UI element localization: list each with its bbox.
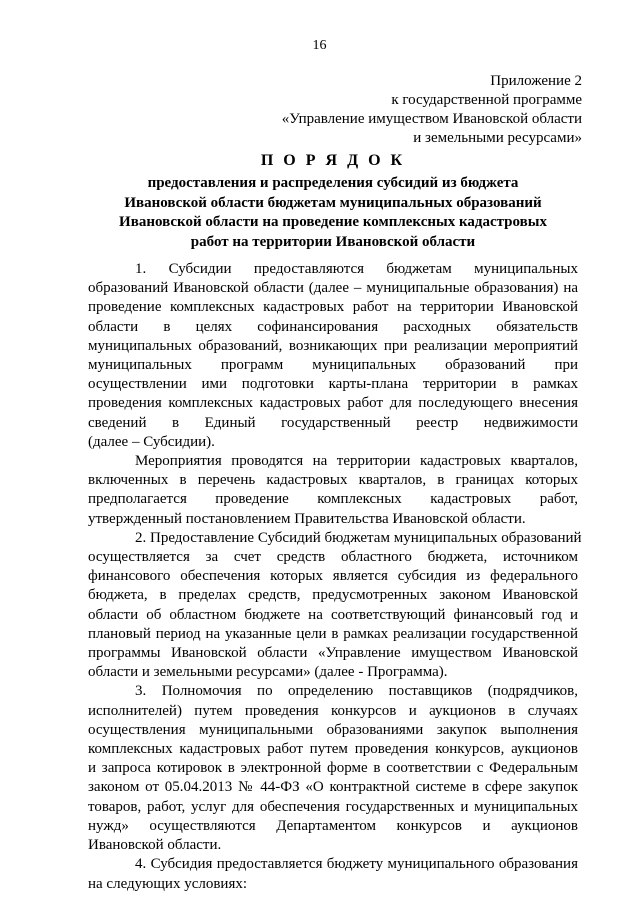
- text-line: образований Ивановской области (далее – муниципальные образования) на: [88, 280, 578, 297]
- text-line: осуществлении ими подготовки карты-плана территории в рамках: [88, 376, 578, 393]
- appendix-line: Приложение 2: [490, 73, 582, 89]
- text-line: сведений в Единый государственный реестр недвижимости: [88, 414, 578, 431]
- text-line: области и земельными ресурсами» (далее - Программа).: [88, 664, 448, 681]
- document-body: [88, 260, 582, 894]
- text-line: нужд» осуществляются Департаментом конкурсов и аукционов: [88, 817, 578, 834]
- text-line: Мероприятия проводятся на территории кадастровых кварталов,: [135, 453, 578, 470]
- text-line: законом от 05.04.2013 № 44-ФЗ «О контрактной системе в сфере закупок: [88, 779, 578, 796]
- paragraph-2: [88, 452, 578, 529]
- appendix-line: к государственной программе: [391, 92, 582, 108]
- text-line: программы Ивановской области «Управление имуществом Ивановской: [88, 645, 578, 662]
- text-line: комплексных кадастровых работ путем проведения конкурсов, аукционов: [88, 741, 578, 758]
- title-line: Ивановской области на проведение комплексных кадастровых: [119, 214, 547, 230]
- paragraph-5: [88, 855, 578, 893]
- text-line: плановый период на указанные цели в рамках реализации государственной: [88, 625, 578, 642]
- text-line: области в целях софинансирования расходных обязательств: [88, 318, 578, 335]
- page-number: 16: [312, 38, 327, 53]
- text-line: осуществляется за счет средств областного бюджета, источником: [88, 549, 578, 566]
- text-line: проведение комплексных кадастровых работ на территории Ивановской: [88, 299, 578, 316]
- paragraph-3: [88, 529, 582, 683]
- title-line: предоставления и распределения субсидий из бюджета: [147, 175, 519, 191]
- text-line: 4. Субсидия предоставляется бюджету муниципального образования: [135, 856, 578, 873]
- text-line: и запроса котировок в электронной форме в соответствии с Федеральным: [88, 760, 578, 777]
- document-title: [88, 151, 578, 252]
- text-line: товаров, работ, услуг для обеспечения государственных и муниципальных: [88, 798, 578, 815]
- appendix-line: «Управление имуществом Ивановской области: [281, 111, 582, 127]
- text-line: бюджета, в пределах средств, предусмотренных законом Ивановской: [88, 587, 578, 604]
- text-line: на следующих условиях:: [88, 875, 248, 892]
- text-line: Ивановской области.: [88, 837, 222, 854]
- paragraph-4: [88, 682, 578, 855]
- text-line: муниципальных программ муниципальных образований при: [88, 357, 578, 374]
- paragraph-1: [88, 260, 578, 452]
- title-line: Ивановской области бюджетам муниципальных образований: [124, 194, 542, 211]
- text-line: проведения комплексных кадастровых работ для последующего внесения: [88, 395, 578, 412]
- text-line: предполагается проведение комплексных кадастровых работ,: [88, 491, 578, 508]
- text-line: исполнителей) путем проведения конкурсов и аукционов в случаях: [88, 702, 578, 719]
- text-line: области об областном бюджете на соответствующий финансовый год и: [88, 606, 578, 623]
- text-line: (далее – Субсидии).: [88, 433, 215, 450]
- text-line: финансового обеспечения которых является субсидия из федерального: [88, 568, 578, 585]
- title-heading: П О Р Я Д О К: [260, 152, 406, 169]
- appendix-line: и земельными ресурсами»: [413, 130, 582, 146]
- text-line: 3. Полномочия по определению поставщиков (подрядчиков,: [135, 683, 578, 700]
- text-line: муниципальных образований, возникающих при реализации мероприятий: [88, 337, 578, 354]
- text-line: осуществления муниципальными образованиями закупок выполнения: [88, 721, 578, 738]
- appendix-header: [282, 72, 582, 148]
- title-line: работ на территории Ивановской области: [190, 233, 476, 250]
- text-line: утвержденный постановлением Правительства Ивановской области.: [88, 510, 526, 527]
- text-line: включенных в перечень кадастровых кварталов, в границах которых: [88, 472, 578, 489]
- text-line: 1. Субсидии предоставляются бюджетам муниципальных: [135, 261, 578, 277]
- text-line: 2. Предоставление Субсидий бюджетам муниципальных образований: [135, 529, 582, 546]
